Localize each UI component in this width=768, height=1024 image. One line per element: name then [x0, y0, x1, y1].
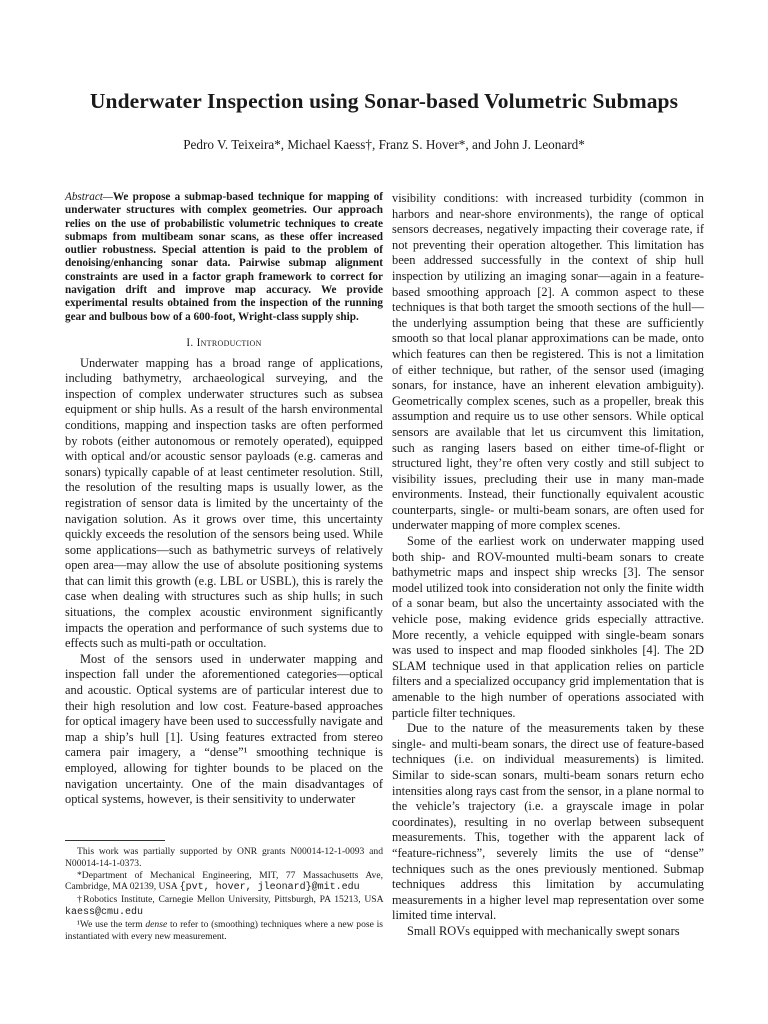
footnote-divider — [65, 840, 165, 841]
footnote-dense-definition — [65, 919, 383, 943]
cmu-affiliation-text: †Robotics Institute, Carnegie Mellon University, Pittsburgh, PA 15213, USA — [77, 894, 383, 906]
abstract — [65, 191, 383, 324]
right-paragraph-1: visibility conditions: with increased turbidity (common in harbors and near-shore environments), the range of optical sensors decreases, negatively impacting their coverage rate, if not preventing their operation altogether. This limitation has been addressed successfully in the context of ship hull inspection by utilizing an imaging sonar—again in a feature-based smoothing approach [2]. A common aspect to these techniques is that both target the smooth sections of the hull—the underlying assumption being that these are sufficiently smooth so that local planar approximations can be made, onto which features can then be registered. This is not a limitation of either technique, but rather, of the sensor used (imaging sonars, for instance, have an inherent elevation ambiguity). Geometrically complex scenes, such as a propeller, break this assumption and require us to use other sensors. While optical sensors are available that let us circumvent this limitation, such as ranging lasers based on either time-of-flight or structured light, they’re often very costly and still subject to visibility issues, precluding their use in many man-made environments. Instead, their functionally equivalent acoustic counterparts, single- or multi-beam sonars, are often used for underwater mapping of more complex scenes. — [392, 191, 704, 533]
intro-paragraph-2: Most of the sensors used in underwater mapping and inspection fall under the aforementioned categories—optical and acoustic. Optical systems are of particular interest due to their high resolution and low cost. Feature-based approaches for optical imagery have been used to successfully navigate and map a ship’s hull [1]. Using features extracted from stereo camera pair imagery, a “dense”¹ smoothing technique is employed, allowing for tighter bounds to be placed on the navigation uncertainty. One of the main disadvantages of optical systems, however, is their sensitivity to underwater — [65, 651, 383, 807]
footnote-mit-affiliation — [65, 870, 383, 895]
abstract-text: We propose a submap-based technique for mapping of underwater structures with complex geometries. Our approach relies on the use of probabilistic volumetric techniques to create submaps from multibeam sonar scans, as these offer increased outlier robustness. Special attention is paid to the problem of denoising/enhancing sonar data. Pairwise submap alignment constraints are used in a factor graph framework to correct for navigation drift and improve map accuracy. We provide experimental results obtained from the inspection of the running gear and bulbous bow of a 600-foot, Wright-class supply ship. — [65, 191, 383, 323]
footnote-cmu-affiliation — [65, 894, 383, 919]
dense-term: dense — [145, 918, 168, 930]
right-paragraph-3: Due to the nature of the measurements taken by these single- and multi-beam sonars, the direct use of feature-based techniques (i.e. on individual measurements) is limited. Similar to side-scan sonars, multi-beam sonars return echo intensities along rays cast from the sensor, in a plane normal to the vehicle’s trajectory (i.e. a grayscale image in polar coordinates), resulting in no overlap between subsequent measurements. This, together with the apparent lack of “feature-richness”, severely limits the use of “dense” techniques such as the ones previously mentioned. Submap techniques address this limitation by accumulating measurements in a higher level map representation over some limited time interval. — [392, 721, 704, 923]
abstract-label: Abstract— — [65, 191, 113, 203]
section-number: I. — [186, 336, 194, 349]
right-column — [392, 191, 704, 940]
section-title: Introduction — [196, 336, 262, 349]
footnotes — [65, 840, 383, 942]
mit-affiliation-text: *Department of Mechanical Engineering, MIT, 77 Massachusetts Ave, Cambridge, MA 02139, USA — [65, 869, 383, 893]
left-column — [65, 191, 383, 808]
dense-footnote-mark: ¹We use the term — [77, 918, 143, 930]
right-paragraph-4: Small ROVs equipped with mechanically swept sonars — [407, 923, 680, 938]
right-paragraph-2: Some of the earliest work on underwater mapping used both ship- and ROV-mounted multi-beam sonars to create bathymetric maps and inspect ship wrecks [3]. The sensor model utilized took into consideration not only the finite width of a sonar beam, but also the uncertainty associated with the vehicle pose, making evidence grids especially attractive. More recently, a vehicle equipped with single-beam sonars was used to inspect and map flooded sinkholes [4]. The 2D SLAM technique used in that application relies on particle filters and a specialized occupancy grid implementation that is amenable to the high number of operations associated with particle filter techniques. — [392, 534, 704, 720]
author-list: Pedro V. Teixeira*, Michael Kaess†, Franz S. Hover*, and John J. Leonard* — [183, 137, 585, 152]
dense-footnote-text: to refer to (smoothing) techniques where a new pose is instantiated with every new measurement. — [65, 918, 383, 942]
cmu-email: kaess@cmu.edu — [65, 906, 144, 918]
footnote-funding: This work was partially supported by ONR grants N00014-12-1-0093 and N00014-14-1-0373. — [65, 846, 383, 869]
section-heading-introduction — [65, 336, 383, 352]
mit-emails: {pvt, hover, jleonard}@mit.edu — [179, 882, 360, 894]
paper-title: Underwater Inspection using Sonar-based Volumetric Submaps — [89, 89, 679, 113]
intro-paragraph-1: Underwater mapping has a broad range of applications, including bathymetry, archaeological surveying, and the inspection of complex underwater structures such as subsea equipment or ship hulls. As a result of the harsh environmental conditions, mapping and inspection tasks are often performed by robots (either autonomous or remotely operated), equipped with optical and/or acoustic sensor payloads (e.g. cameras and sonars) typically capable of at least centimeter resolution. Still, the resolution of the resulting maps is usually lower, as the registration of sensor data is limited by the uncertainty of the navigation solution. As it grows over time, this uncertainty quickly exceeds the resolution of the sensors being used. While some applications—such as bathymetric surveys of relatively open area—may allow the use of absolute positioning systems that can limit this growth (e.g. LBL or USBL), this is rarely the case when dealing with structures such as ship hulls; in such situations, the complex acoustic environment significantly impacts the operation and performance of such systems due to effects such as multi-path or occultation. — [65, 355, 383, 651]
